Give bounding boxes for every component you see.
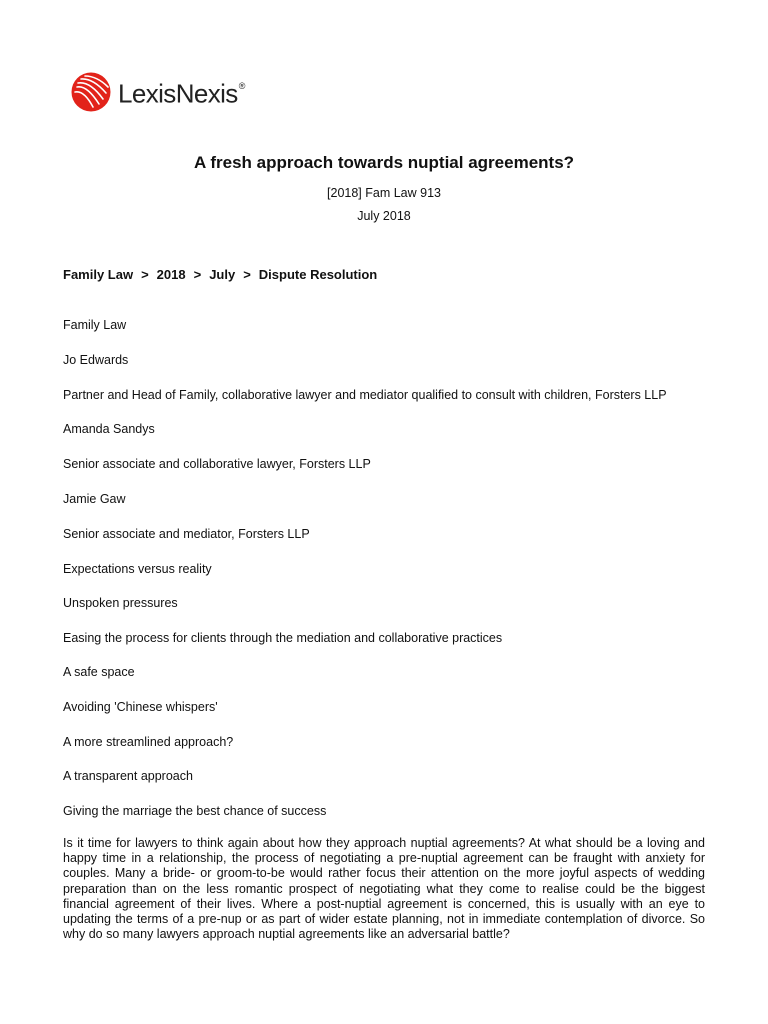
article-title: A fresh approach towards nuptial agreements? (193, 153, 575, 172)
toc-heading: Giving the marriage the best chance of success (63, 804, 327, 818)
toc-heading: A more streamlined approach? (63, 735, 234, 749)
breadcrumb-item-dispute-resolution[interactable]: Dispute Resolution (258, 267, 378, 282)
breadcrumb-item-july[interactable]: July (209, 267, 236, 282)
author-name: Jamie Gaw (63, 492, 126, 506)
author-name: Amanda Sandys (63, 422, 155, 436)
section-label: Family Law (63, 318, 127, 332)
author-role: Senior associate and collaborative lawyer, Forsters LLP (63, 457, 371, 471)
lexisnexis-logo-icon (70, 71, 112, 113)
lexisnexis-logo (70, 70, 245, 114)
toc-heading: A transparent approach (63, 769, 193, 783)
breadcrumb-separator: > (243, 267, 251, 282)
toc-heading: Expectations versus reality (63, 562, 212, 576)
breadcrumb-item-family-law[interactable]: Family Law (63, 267, 134, 282)
toc-heading: Avoiding 'Chinese whispers' (63, 700, 218, 714)
article-date: July 2018 (357, 209, 411, 223)
breadcrumb (63, 267, 377, 282)
article-citation: [2018] Fam Law 913 (327, 186, 441, 200)
toc-heading: A safe space (63, 665, 135, 679)
author-name: Jo Edwards (63, 353, 129, 367)
body-paragraph: Is it time for lawyers to think again about how they approach nuptial agreements? At what should be a loving and happy time in a relationship, the process of negotiating a pre-nuptial agreement can be fraught with anxiety for couples. Many a bride- or groom-to-be would rather focus their attention on the more joyful aspects of wedding preparation than on the less romantic prospect of negotiating what they come to realise could be the biggest financial agreement of their lives. Where a post-nuptial agreement is concerned, this is usually with an eye to updating the terms of a pre-nup or as part of wider estate planning, not in immediate contemplation of divorce. So why do so many lawyers approach nuptial agreements like an adversarial battle? (63, 836, 705, 942)
toc-heading: Easing the process for clients through the mediation and collaborative practices (63, 631, 503, 645)
author-role: Partner and Head of Family, collaborative lawyer and mediator qualified to consult with children, Forsters LLP (63, 388, 667, 402)
breadcrumb-separator: > (141, 267, 149, 282)
breadcrumb-item-2018[interactable]: 2018 (156, 267, 186, 282)
brand-name: LexisNexis® (118, 78, 245, 109)
toc-heading: Unspoken pressures (63, 596, 178, 610)
breadcrumb-separator: > (193, 267, 202, 282)
author-role: Senior associate and mediator, Forsters LLP (63, 527, 310, 541)
